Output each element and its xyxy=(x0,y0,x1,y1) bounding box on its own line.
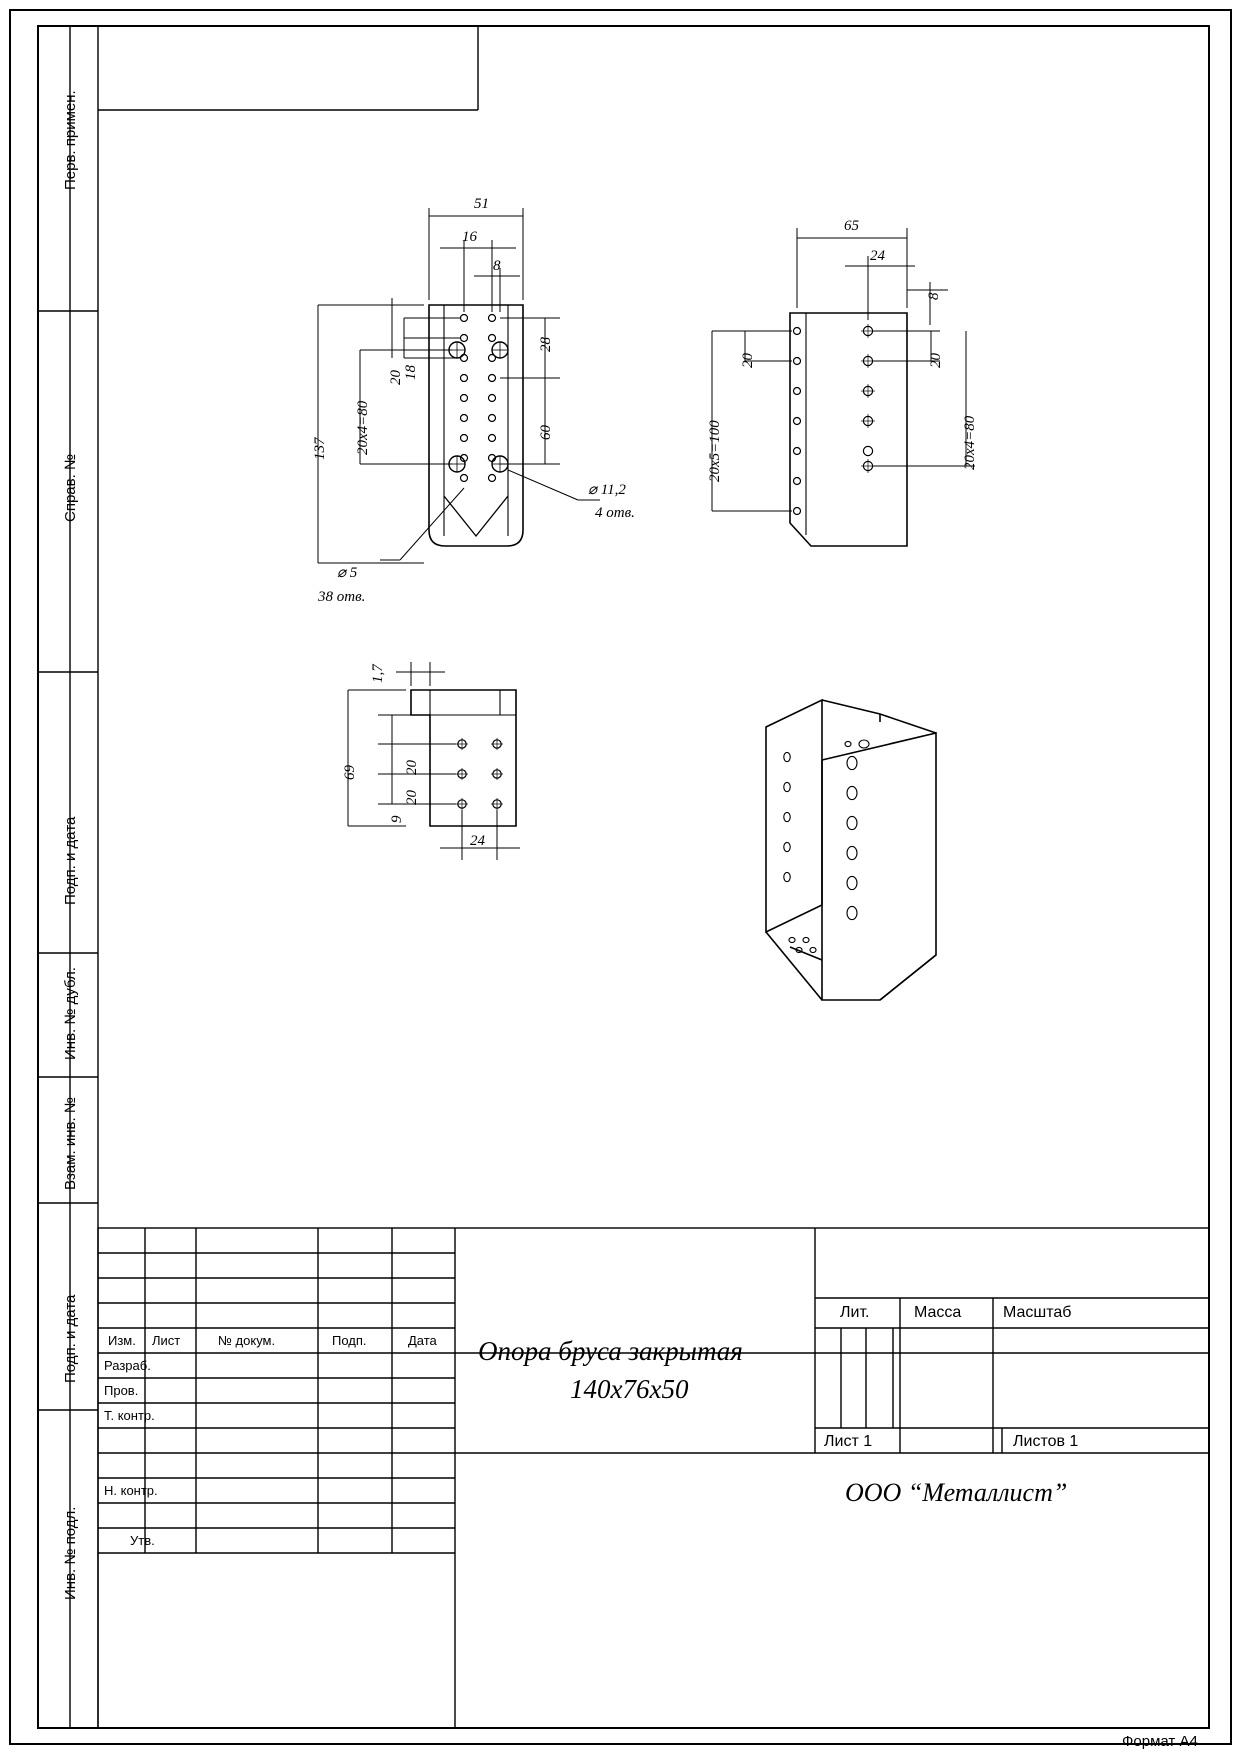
tb-mass-label: Масса xyxy=(914,1304,962,1321)
margin-label-perv-primen: Перв. примен. xyxy=(62,90,79,190)
front-dim-51: 51 xyxy=(474,196,489,212)
tb-col-podp: Подп. xyxy=(332,1333,367,1348)
margin-label-podp-data-2: Подп. и дата xyxy=(62,1294,79,1383)
margin-label-inv-dubl: Инв. № дубл. xyxy=(62,967,79,1060)
tb-row-tkontr: Т. контр. xyxy=(104,1408,155,1423)
tb-col-list: Лист xyxy=(152,1333,181,1348)
tb-col-nodokum: № докум. xyxy=(218,1333,276,1348)
drawing-title-line-2: 140х76х50 xyxy=(570,1374,689,1404)
front-callout-d5-count: 38 отв. xyxy=(318,589,366,605)
front-dim-16: 16 xyxy=(462,229,477,245)
tb-sheets-label: Листов 1 xyxy=(1013,1433,1079,1450)
tb-row-nkontr: Н. контр. xyxy=(104,1483,158,1498)
tb-row-prov: Пров. xyxy=(104,1383,139,1398)
side-dim-20x5-100: 20х5=100 xyxy=(707,420,723,482)
tb-row-razrab: Разраб. xyxy=(104,1358,151,1373)
side-dim-8: 8 xyxy=(926,292,942,300)
front-dim-20: 20 xyxy=(388,370,404,385)
top-dim-1-7: 1,7 xyxy=(370,664,386,683)
margin-label-inv-podl: Инв. № подл. xyxy=(62,1506,79,1600)
top-dim-24: 24 xyxy=(470,833,485,849)
top-dim-69: 69 xyxy=(342,765,358,780)
tb-row-utv: Утв. xyxy=(130,1533,155,1548)
tb-scale-label: Масштаб xyxy=(1003,1304,1072,1321)
tb-company: ООО “Металлист” xyxy=(845,1478,1068,1507)
front-dim-20x4-80: 20х4=80 xyxy=(355,400,371,455)
sheet-format-label: Формат А4 xyxy=(1122,1733,1198,1750)
side-dim-20x4-80: 20х4=80 xyxy=(962,415,978,470)
tb-col-izm: Изм. xyxy=(108,1333,136,1348)
side-dim-20-right: 20 xyxy=(928,353,944,368)
top-dim-20-a: 20 xyxy=(404,790,420,805)
margin-label-vzam-inv: Взам. инв. № xyxy=(62,1097,79,1190)
margin-label-podp-data-1: Подп. и дата xyxy=(62,816,79,905)
top-dim-9: 9 xyxy=(389,815,405,823)
side-dim-24: 24 xyxy=(870,248,885,264)
front-dim-60: 60 xyxy=(538,425,554,440)
margin-label-sprav: Справ. № xyxy=(62,453,79,522)
side-dim-20-left: 20 xyxy=(740,353,756,368)
front-dim-137: 137 xyxy=(312,437,328,460)
front-callout-d112: ⌀ 11,2 xyxy=(588,482,626,498)
side-dim-65: 65 xyxy=(844,218,859,234)
tb-sheet-label: Лист 1 xyxy=(824,1433,873,1450)
front-callout-d112-count: 4 отв. xyxy=(595,505,635,521)
drawing-title-line-1: Опора бруса закрытая xyxy=(478,1336,743,1366)
front-dim-8: 8 xyxy=(493,258,501,274)
front-dim-28: 28 xyxy=(538,337,554,352)
front-callout-d5: ⌀ 5 xyxy=(337,565,358,581)
top-dim-20-b: 20 xyxy=(404,760,420,775)
tb-lit-label: Лит. xyxy=(840,1304,870,1321)
tb-col-data: Дата xyxy=(408,1333,437,1348)
front-dim-18: 18 xyxy=(403,365,419,380)
